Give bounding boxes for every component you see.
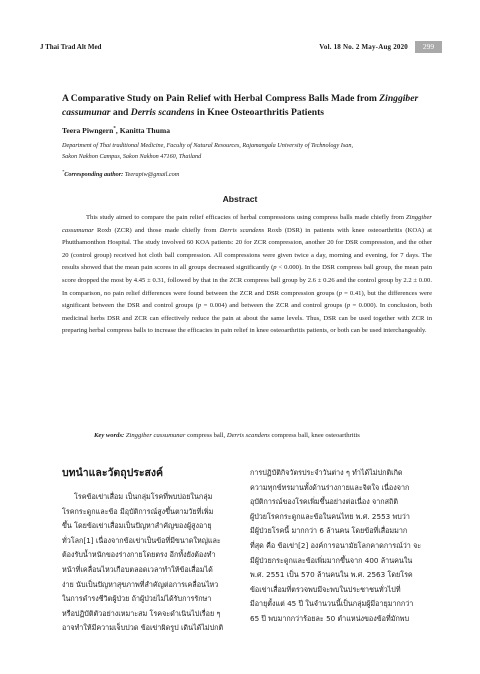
corresponding-mark: * [62,169,65,174]
body-text-line: ต้องรับน้ำหนักของร่างกายโดยตรง อีกทั้งยังต้องทำ [62,550,216,560]
volume-issue: Vol. 18 No. 2 May-Aug 2020 [319,43,408,51]
section-heading-intro: บทนำและวัตถุประสงค์ [62,467,164,479]
title-text: A Comparative Study on Pain Relief with Herbal Compress Balls Made from [62,93,380,104]
title-text: in Knee Osteoarthritis Patients [194,106,324,118]
body-text-line: ทั่วโลก[1] เนื่องจากข้อเข่าเป็นข้อที่มีขนาดใหญ่และ [62,535,221,545]
author-name: Kanitta Thuma [119,126,170,135]
abstract-paragraph: This study aimed to compare the pain relief efficacies of herbal compressions using compress balls made chiefly from Zinggiber cassumunar Roxb (ZCR) and those made chiefly from Derris scandens Roxb (DSR) in patients with knee osteoarthritis (KOA) at Phutthamonthon Hospital. The study involved 60 KOA patients: 20 for ZCR compression, another 20 for DSR compression, and the other 20 (control group) received hot cloth ball compression. All compressions were given twice a day, morning and evening, for 7 days. The results showed that the mean pain scores in all groups decreased significantly (p < 0.000). In the DSR compress ball group, the mean pain score dropped the most by 4.45 ± 0.31, followed by that in the ZCR compress ball group by 2.6 ± 0.26 and the control group by 2.2 ± 0.00. In comparison, no pain relief differences were found between the ZCR and DSR compression groups (p = 0.41), but the differences were significant between the DSR and control groups (p = 0.004) and between the ZCR and control groups (p = 0.000). In conclusion, both medicinal herbs DSR and ZCR can effectively reduce the pain at about the same levels. Thus, DSR can be used together with ZCR in preparing herbal compress balls to increase the efficacies in pain relief in knee osteoarthritis patients, or both can be used interchangeably. [62,214,433,335]
body-column-right [250,466,430,627]
body-text-line: 65 ปี พบมากกว่าร้อยละ 50 ตำแหน่งของข้อที่มักพบ [250,613,410,623]
keywords-label: Key words: [94,432,125,439]
body-text-line: โรคข้อเข่าเสื่อม เป็นกลุ่มโรคที่พบบ่อยในกลุ่ม [74,492,213,501]
journal-name: J Thai Trad Alt Med [40,43,102,51]
body-text-line: ง่าย นับเป็นปัญหาสุขภาพที่สำคัญต่อการเคลื่อนไหว [62,579,219,589]
body-text-line: ความทุกข์ทรมานทั้งด้านร่างกายและจิตใจ เนื่องจาก [250,482,410,492]
title-species-1: Zinggiber cassumunar [62,93,419,118]
author-name: Teera Piwngern [62,126,114,135]
page-number: 299 [415,41,442,53]
author-list [62,126,170,135]
corresponding-email: Teerapiw@gmail.com [124,171,180,179]
article-title [62,92,432,119]
title-text: and [110,106,131,118]
body-column-left [62,490,242,636]
body-text-line: มีอายุตั้งแต่ 45 ปี ในจำนวนนี้เป็นกลุ่มผู้มีอายุมากกว่า [250,599,414,609]
body-text-line: การปฏิบัติกิจวัตรประจำวันต่าง ๆ ทำได้ไม่ปกติเกิด [250,468,403,477]
body-text-line: ในการดำรงชีวิตผู้ป่วย ถ้าผู้ป่วยไม่ได้รับการรักษา [62,594,212,604]
body-text-line: ข้อเข่าเสื่อมที่ตรวจพบมีจะพบในประชาชนทั่วไปที่ [250,584,401,594]
abstract-heading: Abstract [222,194,258,204]
body-text-line: พ.ศ. 2551 เป็น 570 ล้านคนใน พ.ศ. 2563 โดยโรค [250,570,413,580]
body-text-line: หรือปฏิบัติตัวอย่างเหมาะสม โรคจะดำเนินไปเรื่อย ๆ [62,608,221,618]
affiliation [62,141,422,162]
corresponding-author [62,169,179,178]
running-header [40,41,442,55]
body-text-line: มีผู้ป่วยกระดูกและข้อเพิ่มมากขึ้นจาก 400 ล้านคนใน [250,555,413,565]
body-text-line: โรคกระดูกและข้อ มีอุบัติการณ์สูงขึ้นตามวัยที่เพิ่ม [62,506,214,516]
body-text-line: ขึ้น โดยข้อเข่าเสื่อมเป็นปัญหาสำคัญของผู้สูงอายุ [62,521,212,531]
body-text-line: อาจทำให้มีความเจ็บปวด ข้อเข่าผิดรูป เดินได้ไม่ปกติ [62,623,224,633]
corresponding-label: Corresponding author: [64,171,124,179]
affiliation-line: Sakon Nakhon Campus, Sakon Nakhon 47160, Thailand [62,152,202,160]
body-text-line: ที่สุด คือ ข้อเข่า[2] องค์การอนามัยโลกคาดการณ์ว่า จะ [250,540,422,550]
keyword: Derris scandens [226,432,270,439]
body-text-line: ผู้ป่วยโรคกระดูกและข้อในคนไทย พ.ศ. 2553 พบว่า [250,511,410,521]
author-separator: , [115,126,120,135]
affiliation-line: Department of Thai traditional Medicine, Faculty of Natural Resources, Rajamangala University of Technology Isan, [62,142,354,149]
body-text-line: อุบัติการณ์ของโรคเพิ่มขึ้นอย่างต่อเนื่อง จากสถิติ [250,497,399,507]
keyword: Zinggiber cassumunar [125,432,186,439]
title-species-2: Derris scandens [130,106,195,118]
keywords: Key words: Zinggiber cassumunar compress ball, Derris scandens compress ball, knee osteoarthritis [94,432,360,439]
abstract-body [62,212,432,338]
corresponding-mark: * [113,126,116,132]
body-text-line: หน้าที่เคลื่อนไหวเกือบตลอดเวลาทำให้ข้อเสื่อมได้ [62,564,213,574]
body-text-line: มีผู้ป่วยโรคนี้ มากกว่า 6 ล้านคน โดยข้อที่เสื่อมมาก [250,526,408,536]
